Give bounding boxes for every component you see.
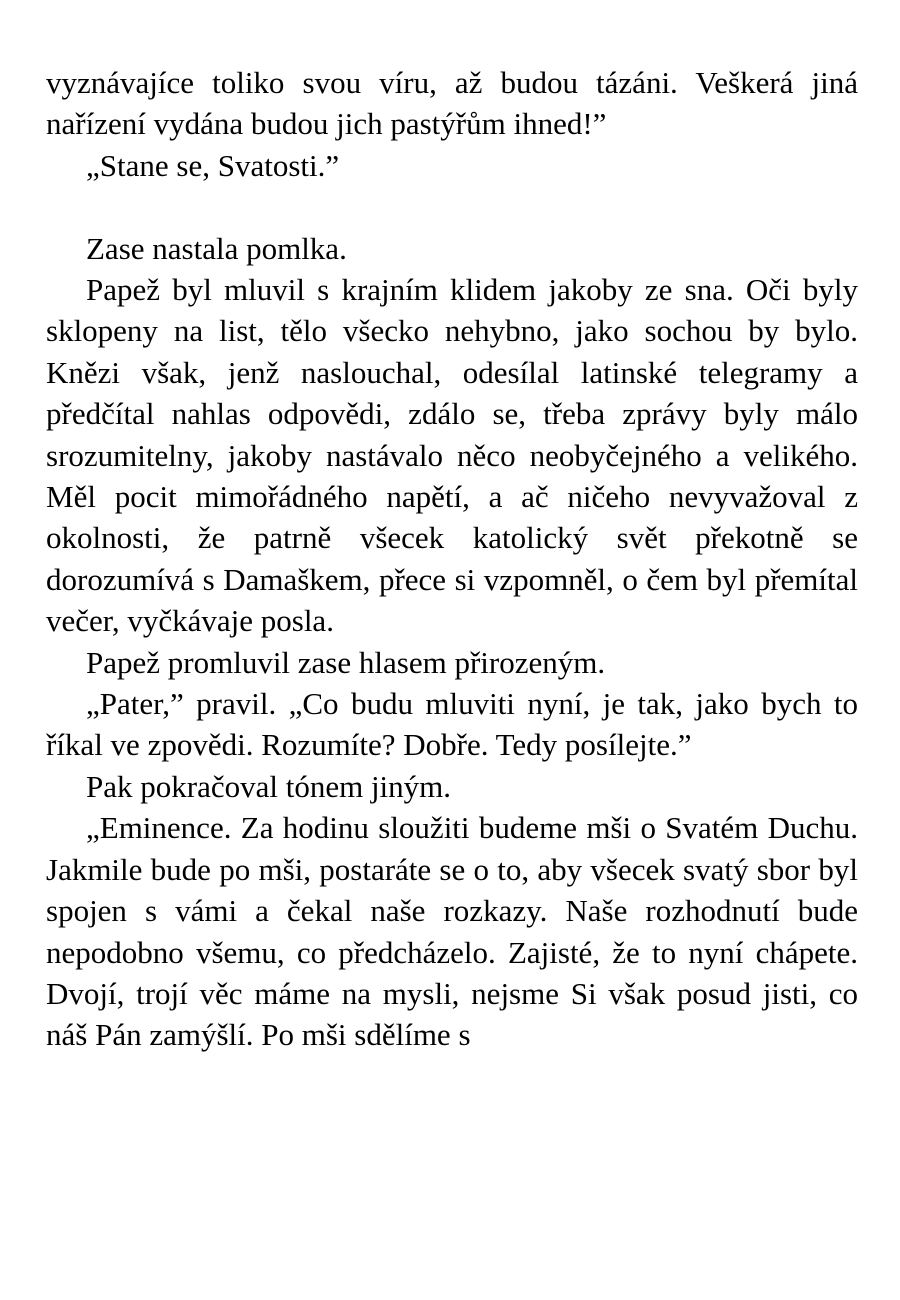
paragraph-6: „Pater,” pravil. „Co budu mluviti nyní, je tak, jako bych to říkal ve zpovědi. Rozumíte? Dobře. Tedy posílejte.” [46,686,858,763]
paragraph-2: „Stane se, Svatosti.” [86,147,340,183]
section-break [46,186,858,227]
paragraph-8: „Eminence. Za hodinu sloužiti budeme mši o Svatém Duchu. Jakmile bude po mši, postaráte se o to, aby všecek svatý sbor byl spojen s vámi a čekal naše rozkazy. Naše rozhodnutí bude nepodobno všemu, co předcházelo. Zajisté, že to nyní chápete. Dvojí, trojí věc máme na mysli, nejsme Si však posud jisti, co náš Pán zamýšlí. Po mši sdělíme s [46,810,858,1053]
paragraph-4: Papež byl mluvil s krajním klidem jakoby ze sna. Oči byly sklopeny na list, tělo všecko nehybno, jako sochou by bylo. Knězi však, jenž naslouchal, odesílal latinské telegramy a předčítal nahlas odpovědi, zdálo se, třeba zprávy byly málo srozumitelny, jakoby nastávalo něco neobyčejného a velikého. Měl pocit mimořádného napětí, a ač ničeho nevyvažoval z okolnosti, že patrně všecek katolický svět překotně se dorozumívá s Damaškem, přece si vzpomněl, o čem byl přemítal večer, vyčkávaje posla. [46,272,858,639]
paragraph-1: vyznávajíce toliko svou víru, až budou tázáni. Veškerá jiná nařízení vydána budou jich pastýřům ihned!” [46,65,858,142]
document-page [46,62,858,1056]
paragraph-3: Zase nastala pomlka. [86,230,347,266]
paragraph-7: Pak pokračoval tónem jiným. [86,768,452,804]
paragraph-5: Papež promluvil zase hlasem přirozeným. [86,644,606,680]
